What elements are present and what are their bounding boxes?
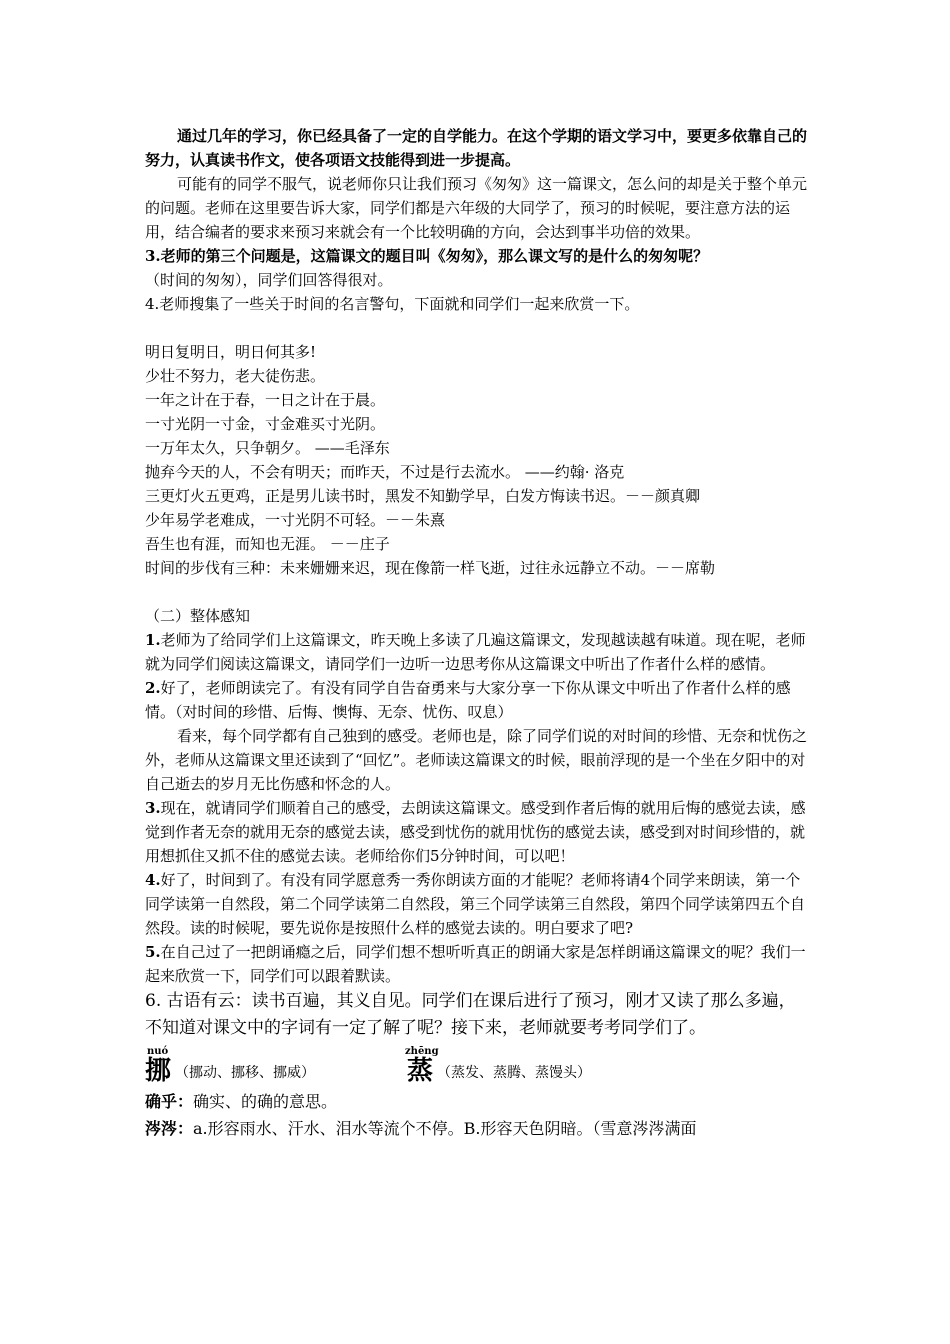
quote-line: 少年易学老难成，一寸光阴不可轻。－－朱熹 [145,511,446,529]
item-3 [145,796,810,868]
vocab-examples-nuo: （挪动、挪移、挪威） [175,1065,315,1081]
question-3: 3.老师的第三个问题是，这篇课文的题目叫《匆匆》，那么课文写的是什么的匆匆呢？ [145,247,709,265]
item-number: 3. [145,799,161,817]
spacer [145,580,810,604]
question-3-answer: （时间的匆匆），同学们回答得很对。 [145,271,393,289]
question-4: 4.老师搜集了一些关于时间的名言警句，下面就和同学们一起来欣赏一下。 [145,295,640,313]
item-text: 现在，就请同学们顺着自己的感受，去朗读这篇课文。感受到作者后悔的就用后悔的感觉去读，感觉到作者无奈的就用无奈的感觉去读，感受到忧伤的就用忧伤的感觉去读，感受到对时间珍惜的，就用想抓住又抓不住的感觉去读。老师给你们5分钟时间，可以吧！ [145,799,806,865]
item-text: 老师为了给同学们上这篇课文，昨天晚上多读了几遍这篇课文，发现越读越有味道。现在呢，老师就为同学们阅读这篇课文，请同学们一边听一边思考你从这篇课文中听出了作者什么样的感情。 [145,631,806,673]
feeling-paragraph: 看来，每个同学都有自己独到的感受。老师也是，除了同学们说的对时间的珍惜、无奈和忧伤之外，老师从这篇课文里还读到了“回忆”。老师读这篇课文的时候，眼前浮现的是一个坐在夕阳中的对自己逝去的岁月无比伤感和怀念的人。 [145,727,808,793]
definition-text: 确实、的确的意思。 [193,1092,338,1111]
quote-line: 一万年太久，只争朝夕。 ——毛泽东 [145,439,390,457]
pinyin-zheng: zhēng [405,1046,439,1057]
item-number: 4. [145,871,161,889]
section-heading: （二）整体感知 [145,607,251,625]
item-2 [145,676,810,724]
vocab-row [145,1046,810,1088]
spacer [145,316,810,340]
vocab-examples-zheng: （蒸发、蒸腾、蒸馒头） [437,1065,591,1081]
pinyin-nuo: nuó [147,1046,169,1057]
item-text: 好了，老师朗读完了。有没有同学自告奋勇来与大家分享一下你从课文中听出了作者什么样的感情。（对时间的珍惜、后悔、懊悔、无奈、忧伤、叹息） [145,679,791,721]
intro-bold-paragraph: 通过几年的学习，你已经具备了一定的自学能力。在这个学期的语文学习中，要更多依靠自己的努力，认真读书作文，使各项语文技能得到进一步提高。 [145,127,808,169]
definition-quehu [145,1088,810,1115]
item-6: 6. 古语有云：读书百遍，其义自见。同学们在课后进行了预习，刚才又读了那么多遍，不知道对课文中的字词有一定了解了呢？接下来，老师就要考考同学们了。 [145,991,796,1038]
definition-term: 确乎： [145,1092,194,1111]
vocab-char-zheng: 蒸 [407,1056,434,1086]
quote-line: 三更灯火五更鸡，正是男儿读书时，黑发不知勤学早，白发方悔读书迟。－－颜真卿 [145,487,701,505]
quote-list [145,340,810,580]
quote-line: 抛弃今天的人，不会有明天；而昨天，不过是行去流水。 ——约翰· 洛克 [145,463,625,481]
item-number: 5. [145,943,161,961]
item-text: 在自己过了一把朗诵瘾之后，同学们想不想听听真正的朗诵大家是怎样朗诵这篇课文的呢？我们一起来欣赏一下，同学们可以跟着默读。 [145,943,806,985]
definition-text: a.形容雨水、汗水、泪水等流个不停。B.形容天色阴暗。（雪意涔涔满面 [193,1119,697,1138]
item-1 [145,628,810,676]
quote-line: 一年之计在于春，一日之计在于晨。 [145,391,386,409]
quote-line: 一寸光阴一寸金，寸金难买寸光阴。 [145,415,386,433]
item-5 [145,940,810,988]
definition-term: 涔涔： [145,1119,194,1138]
intro-paragraph: 可能有的同学不服气，说老师你只让我们预习《匆匆》这一篇课文，怎么问的却是关于整个单元的问题。老师在这里要告诉大家，同学们都是六年级的大同学了，预习的时候呢，要注意方法的运用，结合编者的要求来预习来就会有一个比较明确的方向，会达到事半功倍的效果。 [145,175,808,241]
quote-line: 时间的步伐有三种：未来姗姗来迟，现在像箭一样飞逝，过往永远静立不动。－－席勒 [145,559,716,577]
quote-line: 吾生也有涯，而知也无涯。 －－庄子 [145,535,390,553]
item-number: 2. [145,679,161,697]
item-4 [145,868,810,940]
vocab-char-nuo: 挪 [145,1056,172,1086]
quote-line: 明日复明日，明日何其多! [145,343,317,361]
quote-line: 少壮不努力，老大徒伤悲。 [145,367,326,385]
item-number: 1. [145,631,161,649]
definition-cencen [145,1115,810,1142]
document-page [145,124,810,1142]
item-text: 好了，时间到了。有没有同学愿意秀一秀你朗读方面的才能呢？老师将请4个同学来朗读，第一个同学读第一自然段，第二个同学读第二自然段，第三个同学读第三自然段，第四个同学读第四五个自然段。读的时候呢，要先说你是按照什么样的感觉去读的。明白要求了吧? [145,871,806,937]
